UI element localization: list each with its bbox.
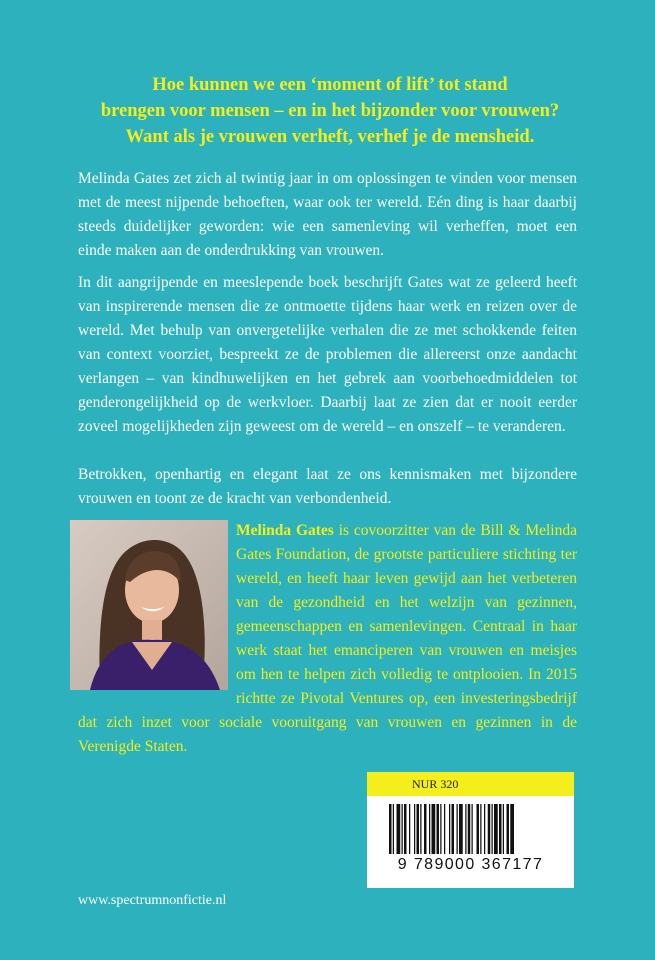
- tagline-line: Want als je vrouwen verheft, verhef je de mensheid.: [125, 127, 535, 147]
- barcode-bar: [429, 804, 430, 854]
- barcode-bar: [432, 804, 436, 854]
- description-paragraph: In dit aangrijpende en meeslepende boek beschrijft Gates wat ze geleerd heeft van inspirerende mensen die ze ontmoette tijdens haar werk en reizen over de wereld. Met behulp van onvergetelijke verhalen die ze met schokkende feiten van context voorziet, bespreekt ze de problemen die allereerst onze aandacht verlangen – van kindhuwelijken en het gebrek aan voorbehoedmiddelen tot genderongelijkheid op de werkvloer. Daarbij laat ze zien dat er nooit eerder zoveel mogelijkheden zijn geweest om de wereld – en onszelf – te veranderen.: [78, 274, 577, 435]
- barcode-bar: [459, 804, 463, 854]
- barcode-bar: [484, 804, 485, 854]
- barcode-bar: [465, 804, 466, 854]
- barcode-bar: [457, 804, 458, 854]
- barcode-bar: [507, 804, 510, 854]
- tagline-line: brengen voor mensen – en in het bijzonder voor vrouwen?: [100, 101, 560, 121]
- barcode-bar: [499, 804, 502, 854]
- barcode-bar: [468, 804, 471, 854]
- closing-paragraph: Betrokken, openhartig en elegant laat ze ons kennismaken met bijzondere vrouwen en toont ze de kracht van verbondenheid.: [78, 466, 577, 507]
- barcode-bar: [494, 804, 498, 854]
- barcode-bar: [440, 804, 441, 854]
- barcode-bar: [417, 804, 420, 854]
- tagline: [70, 72, 590, 150]
- barcode-bar: [472, 804, 473, 854]
- barcode-bar: [503, 804, 504, 854]
- nur-code: NUR 320: [412, 777, 459, 791]
- barcode-bar: [393, 804, 394, 854]
- barcode-bar: [397, 804, 401, 854]
- barcode-bar: [510, 804, 514, 854]
- intro-paragraph: Melinda Gates zet zich al twintig jaar in om oplossingen te vinden voor mensen met de meest nijpende behoeften, waar ook ter wereld. Eén ding is haar daarbij steeds duidelijker geworden: wie een samenleving wil verheffen, moet een einde maken aan de onderdrukking van vrouwen.: [78, 170, 577, 259]
- barcode-bar: [452, 804, 455, 854]
- barcode-bar: [409, 804, 410, 854]
- barcode-bar: [424, 804, 427, 854]
- author-name: Melinda Gates: [236, 522, 334, 539]
- barcode-bar: [404, 804, 407, 854]
- barcode-bar: [480, 804, 481, 854]
- barcode-bar: [389, 804, 392, 854]
- barcode-bar: [437, 804, 440, 854]
- barcode-bar: [492, 804, 493, 854]
- author-bio-text: is covoorzitter van de Bill & Melinda Gates Foundation, de grootste particuliere stichting ter wereld, en heeft haar leven gewijd aan het verbeteren van de gezondheid en het welzijn van gezinnen, gemeenschappen en samenlevingen. Centraal in haar werk staat het emanciperen van vrouwen en meisjes om hen te helpen zich volledig te ontplooien. In 2015 richtte ze Pivotal Ventures op, een investeringsbedrijf dat zich inzet voor sociale vooruitgang van vrouwen en gezinnen in de Verenigde Staten.: [78, 522, 577, 755]
- barcode-bar: [444, 804, 445, 854]
- barcode-bar: [420, 804, 421, 854]
- barcode-bar: [477, 804, 480, 854]
- barcode-bar: [414, 804, 415, 854]
- isbn-number: 9 789000 367177: [397, 856, 544, 873]
- author-bio: [78, 519, 577, 759]
- publisher-website[interactable]: www.spectrumnonfictie.nl: [78, 893, 227, 908]
- tagline-line: Hoe kunnen we een ‘moment of lift’ tot stand: [152, 75, 508, 95]
- nur-label: [367, 772, 574, 796]
- barcode-bar: [488, 804, 491, 854]
- barcode-bar: [449, 804, 450, 854]
- barcode-bar: [402, 804, 403, 854]
